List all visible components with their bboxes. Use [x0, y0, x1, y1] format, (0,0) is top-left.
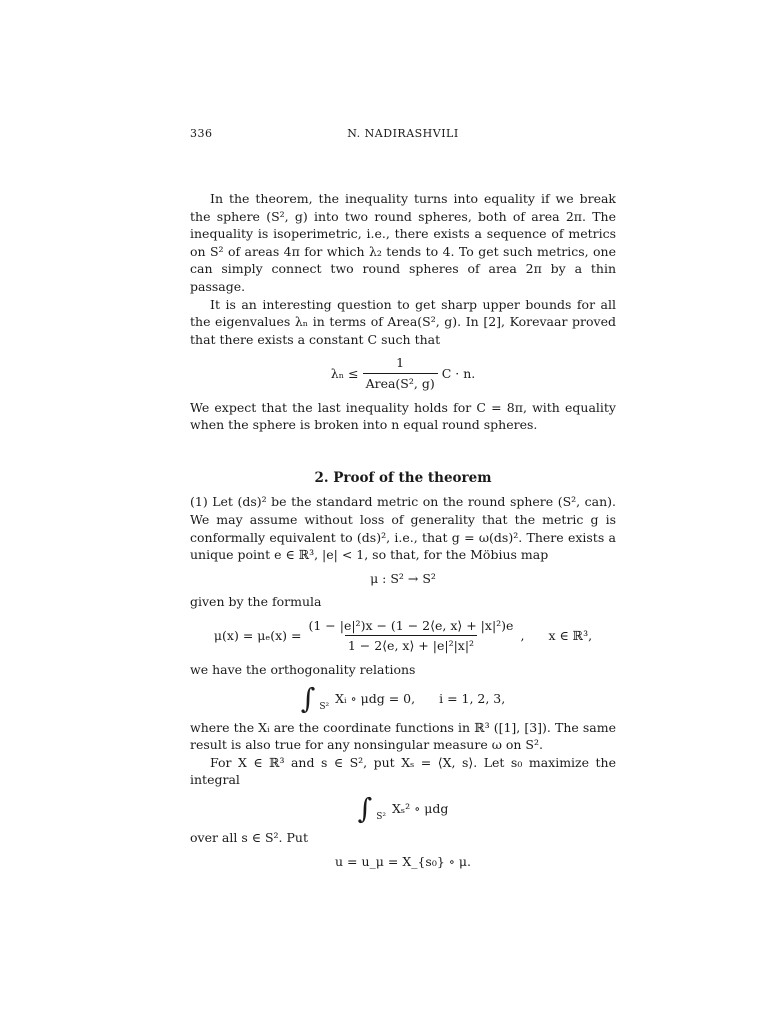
eq4-body: Xₛ² ∘ μdg — [392, 801, 449, 817]
text-orthogonality: we have the orthogonality relations — [190, 662, 416, 678]
paragraph-equality-case: In the theorem, the inequality turns into equality if we break the sphere (S², g) into two round spheres, both of area 2π. The inequality is isoperimetric, i.e., there exists a sequence of metrics on S² of areas 4π for which λ₂ tends to 4. To get such metrics, one can simply connect two round spheres of area 2π by a thin passage. — [190, 191, 616, 294]
eq2-denominator: 1 − 2⟨e, x⟩ + |e|²|x|² — [345, 635, 477, 655]
eq1-numerator: 1 — [396, 355, 405, 371]
paragraph-korevaar: It is an interesting question to get sharp upper bounds for all the eigenvalues λₙ in terms of Area(S², g). In [2], Korevaar proved that there exists a constant C such that — [190, 296, 616, 347]
integral-sign-icon: ∫ — [357, 792, 373, 826]
eq2-lhs: μ(x) = μₑ(x) = — [213, 628, 302, 644]
eq3-condition: i = 1, 2, 3, — [439, 690, 506, 706]
integral-sign-icon: ∫ — [300, 681, 316, 715]
paragraph-coordinate-functions: where the Xᵢ are the coordinate functions in ℝ³ ([1], [3]). The same result is also true for any nonsingular measure ω on S². — [190, 719, 616, 753]
eq2-numerator: (1 − |e|²)x − (1 − 2⟨e, x⟩ + |x|²)e — [308, 617, 514, 633]
equation-korevaar-bound — [190, 354, 616, 392]
eq1-lhs: λₙ ≤ — [330, 365, 359, 381]
eq3-body: Xᵢ ∘ μdg = 0, — [335, 690, 416, 706]
eq1-fraction — [363, 354, 438, 392]
eq1-rhs: C · n. — [441, 365, 476, 381]
paragraph-proof-start: (1) Let (ds)² be the standard metric on the round sphere (S², can). We may assume without loss of generality that the metric g is conformally equivalent to (ds)², i.e., that g = ω(ds)². There exists a unique point e ∈ ℝ³, |e| < 1, so that, for the Möbius map — [190, 494, 616, 563]
eq2-fraction — [305, 617, 516, 655]
paragraph-maximize: For X ∈ ℝ³ and s ∈ S², put Xₛ = ⟨X, s⟩. Let s₀ maximize the integral — [190, 754, 616, 788]
eq1-denominator: Area(S², g) — [363, 373, 438, 393]
text-over-all: over all s ∈ S². Put — [190, 830, 308, 846]
running-author: N. NADIRASHVILI — [347, 127, 459, 140]
integral-subscript: S² — [376, 812, 387, 823]
paragraph-conjecture: We expect that the last inequality holds for C = 8π, with equality when the sphere is broken into n equal round spheres. — [190, 399, 616, 433]
section-heading: 2. Proof of the theorem — [314, 469, 492, 486]
eq2-comma: , — [520, 628, 525, 644]
equation-u-definition — [190, 853, 616, 871]
eq5: u = u_μ = X_{s₀} ∘ μ. — [335, 853, 471, 869]
equation-mobius-formula — [190, 617, 616, 655]
eq2-condition: x ∈ ℝ³, — [548, 628, 593, 644]
equation-mobius-map — [190, 570, 616, 588]
equation-orthogonality — [190, 681, 616, 715]
page-body — [190, 190, 616, 876]
equation-integral — [190, 792, 616, 826]
page-number: 336 — [190, 127, 213, 140]
eq-mobius: μ : S² → S² — [370, 570, 436, 586]
integral-subscript: S² — [319, 701, 330, 712]
text-given-by: given by the formula — [190, 594, 322, 610]
